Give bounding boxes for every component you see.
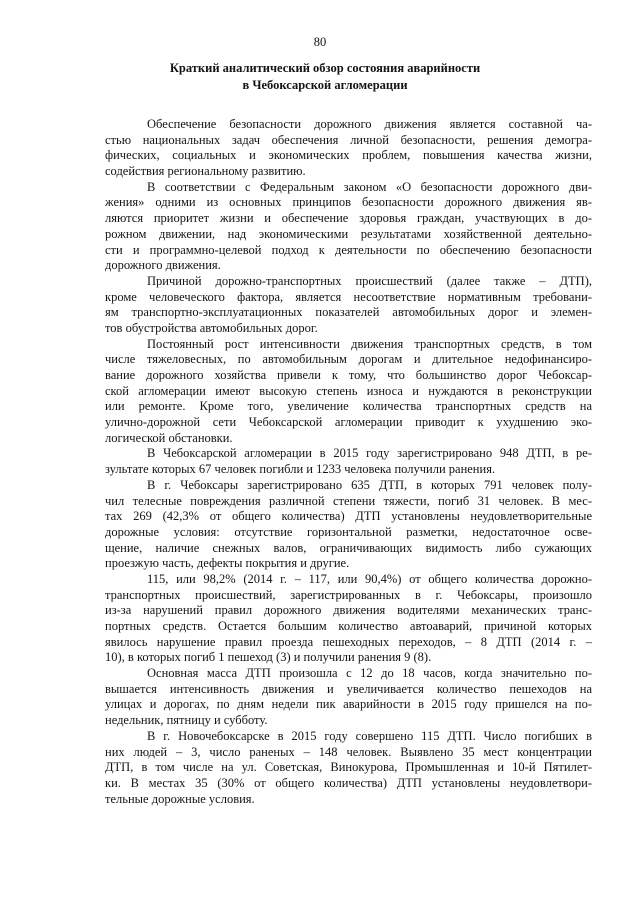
paragraph-line: недельник, пятницу и субботу. (105, 713, 268, 728)
paragraph-line: сти и программно-целевой подход к деятельности по обеспечению безопасности (105, 242, 592, 257)
paragraph (105, 274, 592, 337)
paragraph (105, 117, 592, 180)
paragraph-line: 115, или 98,2% (2014 г. – 117, или 90,4%) от общего количества дорожно- (147, 571, 592, 586)
paragraph-line: Причиной дорожно-транспортных происшествий (далее также – ДТП), (147, 273, 592, 288)
paragraph-line: вышается интенсивность движения и увеличивается количество пешеходов на (105, 681, 592, 696)
paragraph-line: кроме человеческого фактора, является несоответствие нормативным требовани- (105, 289, 592, 304)
paragraph (105, 478, 592, 572)
paragraph-line: логической обстановки. (105, 430, 233, 445)
title-line: Краткий аналитический обзор состояния аварийности (169, 61, 481, 75)
paragraph-line: фических, социальных и экономических проблем, повышения качества жизни, (105, 148, 592, 163)
paragraph-line: дорожные условия: отсутствие горизонтальной разметки, недостаточное осве- (105, 524, 592, 539)
paragraph-line: улично-дорожной сети Чебоксарской агломерации приводит к ухудшению эко- (105, 415, 592, 430)
paragraph-line: улицах и дорогах, по дням недели пик аварийности в 2015 году пришелся на по- (105, 697, 592, 712)
paragraph-line: стью национальных задач обеспечения личной безопасности, решения демогра- (105, 132, 592, 147)
paragraph-line: ляются приоритет жизни и обеспечение здоровья граждан, участвующих в до- (105, 211, 592, 226)
paragraph-line: или ремонте. Кроме того, увеличение количества транспортных средств на (105, 399, 592, 414)
paragraph (105, 180, 592, 274)
paragraph-line: В г. Чебоксары зарегистрировано 635 ДТП, в которых 791 человек полу- (147, 477, 592, 492)
paragraph-line: дорожного движения. (105, 258, 221, 273)
paragraph-line: содействия региональному развитию. (105, 164, 306, 179)
document-body (105, 117, 592, 807)
page-number: 80 (313, 35, 327, 49)
paragraph-line: ской агломерации имеют высокую степень износа и нуждаются в реконструкции (105, 383, 592, 398)
paragraph-line: рожном движении, над экономическими результатами хозяйственной деятельно- (105, 226, 592, 241)
page-title (100, 60, 550, 94)
paragraph-line: тельные дорожные условия. (105, 791, 255, 806)
paragraph-line: Основная масса ДТП произошла с 12 до 18 часов, когда значительно по- (147, 666, 592, 681)
paragraph-line: тах 269 (42,3% от общего количества) ДТП установлены неудовлетворительные (105, 509, 592, 524)
title-line: в Чебоксарской агломерации (242, 78, 408, 92)
paragraph (105, 337, 592, 447)
paragraph-line: В г. Новочебоксарске в 2015 году совершено 115 ДТП. Число погибших в (147, 728, 592, 743)
paragraph-line: Постоянный рост интенсивности движения транспортных средств, в том (147, 336, 592, 351)
paragraph-line: щение, наличие снежных валов, ограничивающих видимость либо сужающих (105, 540, 592, 555)
paragraph (105, 572, 592, 666)
paragraph-line: Обеспечение безопасности дорожного движения является составной ча- (147, 117, 592, 131)
paragraph-line: проезжую часть, дефекты покрытия и другие. (105, 556, 350, 571)
paragraph-line: 10), в которых погиб 1 пешеход (3) и получили ранения 9 (8). (105, 650, 432, 665)
paragraph-line: ям транспортно-эксплуатационных показателей автомобильных дорог и элемен- (105, 305, 592, 320)
paragraph-line: портных средств. Остается большим количество автоаварий, причиной которых (105, 619, 592, 633)
paragraph-line: них людей – 3, число раненых – 148 человек. Выявлено 35 мест концентрации (105, 744, 592, 759)
paragraph-line: тов обустройства автомобильных дорог. (105, 320, 318, 335)
paragraph-line: вание дорожного хозяйства привели к тому, что большинство дорог Чебоксар- (105, 368, 592, 382)
paragraph (105, 729, 592, 807)
paragraph-line: транспортных происшествий, зарегистрированных в г. Чебоксары, произошло (105, 587, 592, 602)
paragraph-line: явилось нарушение правил проезда пешеходных переходов, – 8 ДТП (2014 г. – (105, 634, 592, 649)
paragraph-line: из-за нарушений правил дорожного движения водителями механических транс- (105, 603, 592, 618)
paragraph-line: числе тяжеловесных, по автомобильным дорогам и длительное недофинансиро- (105, 352, 592, 367)
paragraph-line: жения» одними из основных принципов безопасности дорожного движения яв- (105, 195, 592, 210)
paragraph-line: В соответствии с Федеральным законом «О безопасности дорожного дви- (147, 179, 592, 194)
paragraph-line: В Чебоксарской агломерации в 2015 году зарегистрировано 948 ДТП, в ре- (147, 446, 592, 461)
paragraph (105, 446, 592, 477)
paragraph (105, 666, 592, 729)
paragraph-line: чил телесные повреждения различной степени тяжести, погиб 31 человек. В мес- (105, 493, 592, 508)
paragraph-line: ДТП, в том числе на ул. Советская, Винокурова, Промышленная и 10-й Пятилет- (105, 760, 592, 775)
paragraph-line: ки. В местах 35 (30% от общего количества) ДТП установлены неудовлетвори- (105, 775, 592, 790)
paragraph-line: зультате которых 67 человек погибли и 1233 человека получили ранения. (105, 462, 496, 477)
